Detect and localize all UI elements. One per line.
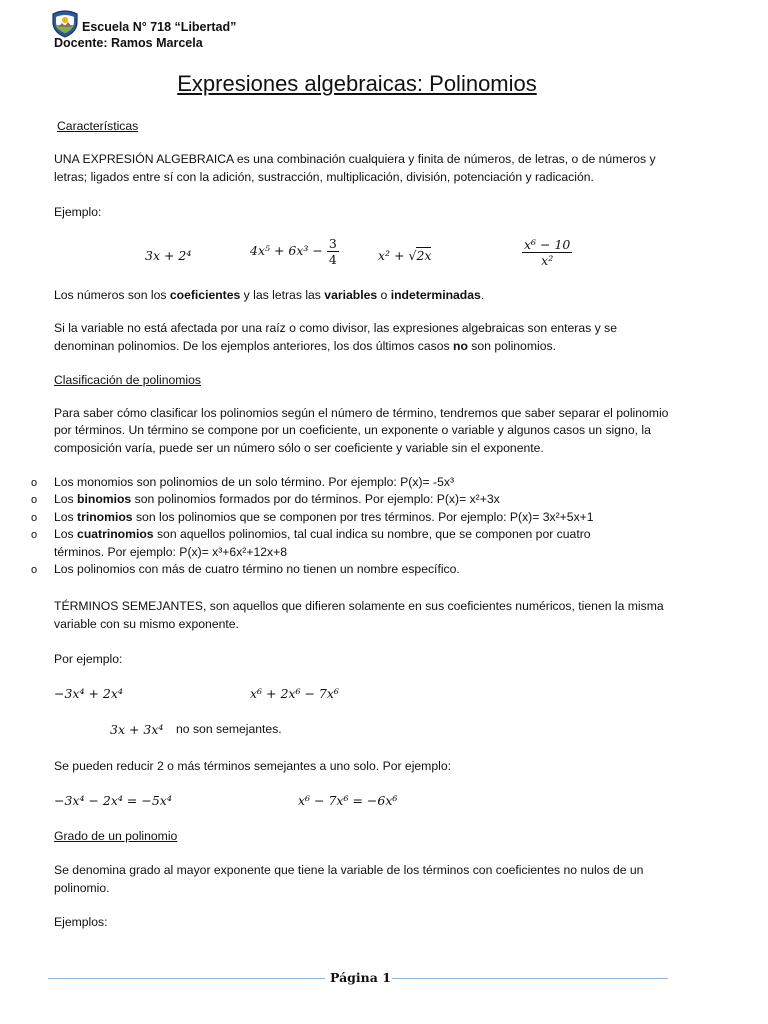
coefficients-paragraph bbox=[54, 287, 674, 305]
example-label: Ejemplo: bbox=[54, 205, 102, 219]
reduction-expression-2: x⁶ − 7x⁶ = −6x⁶ bbox=[298, 793, 398, 808]
example-expression-2 bbox=[250, 236, 339, 267]
non-similar-expression: 3x + 3x⁴ bbox=[110, 722, 164, 737]
text: son polinomios. bbox=[467, 338, 556, 353]
list-item-monomios bbox=[54, 474, 674, 492]
example-expression-4 bbox=[522, 237, 572, 268]
similar-terms-paragraph: TÉRMINOS SEMEJANTES, son aquellos que difieren solamente en sus coeficientes numéricos, tienen la misma variable con su mismo exponente. bbox=[54, 599, 664, 631]
bullet-icon: o bbox=[31, 477, 38, 489]
section-heading-clasificacion: Clasificación de polinomios bbox=[54, 373, 201, 387]
page-title: Expresiones algebraicas: Polinomios bbox=[177, 71, 537, 96]
classification-intro: Para saber cómo clasificar los polinomios según el número de término, tendremos que saber separar el polinomio por términos. Un término se compone por un coeficiente, un exponente o variable y algunos casos un signo, la composición varía, puede ser un número sólo o ser coeficiente y variable sin el exponente. bbox=[54, 406, 669, 455]
list-item-cuatrinomios bbox=[54, 526, 614, 561]
teacher-name: Docente: Ramos Marcela bbox=[54, 36, 203, 50]
bullet-icon: o bbox=[31, 494, 38, 506]
list-item-otros bbox=[54, 561, 674, 579]
text: o bbox=[377, 288, 391, 302]
section-heading-caracteristicas: Características bbox=[57, 119, 139, 133]
fraction-numerator: 3 bbox=[328, 236, 337, 251]
bold-term: coeficientes bbox=[169, 288, 241, 302]
text: y las letras las bbox=[240, 288, 325, 302]
section-heading-grado: Grado de un polinomio bbox=[54, 829, 178, 843]
reduce-paragraph: Se pueden reducir 2 o más términos semejantes a uno solo. Por ejemplo: bbox=[54, 759, 451, 773]
bullet-icon: o bbox=[31, 529, 38, 541]
definition-paragraph: UNA EXPRESIÓN ALGEBRAICA es una combinación cualquiera y finita de números, de letras, o de números y letras; ligados entre sí con la adición, sustracción, multiplicación, división, potenciación y radicación. bbox=[54, 152, 656, 184]
bullet-icon: o bbox=[31, 512, 38, 524]
list-item-binomios bbox=[54, 491, 674, 509]
fraction-denominator: 4 bbox=[328, 252, 337, 267]
text: Los polinomios con más de cuatro término no tienen un nombre específico. bbox=[54, 562, 460, 576]
similar-expression-2: x⁶ + 2x⁶ − 7x⁶ bbox=[250, 686, 339, 701]
non-similar-text: no son semejantes. bbox=[176, 722, 282, 736]
bold-term: no bbox=[453, 338, 468, 353]
text: son aquellos polinomios, tal cual indica su nombre, que se componen por cuatro términos. Por ejemplo: P(x)= x³+6x²+12x+8 bbox=[54, 527, 591, 559]
example-expression-3-terms: x² + √ bbox=[378, 248, 417, 263]
school-logo bbox=[50, 8, 80, 38]
text: . bbox=[480, 288, 485, 302]
bold-term: indeterminadas bbox=[390, 288, 481, 302]
footer-divider-right bbox=[392, 978, 668, 979]
fraction bbox=[522, 237, 572, 268]
bold-term: cuatrinomios bbox=[77, 527, 154, 541]
text: Si la variable no está afectada por una raíz o como divisor, las expresiones algebraicas son enteras y se denominan polinomios. De los ejemplos anteriores, los dos últimos casos bbox=[54, 321, 617, 353]
text: son polinomios formados por do términos. Por ejemplo: P(x)= x²+3x bbox=[131, 492, 500, 506]
fraction bbox=[327, 236, 339, 267]
bold-term: binomios bbox=[77, 492, 132, 506]
fraction-denominator: x² bbox=[541, 253, 554, 268]
text: Los bbox=[54, 492, 78, 506]
list-item-trinomios bbox=[54, 509, 674, 527]
page-number: Página 1 bbox=[330, 970, 391, 985]
polynomial-paragraph bbox=[54, 320, 674, 355]
text: son los polinomios que se componen por tres términos. Por ejemplo: P(x)= 3x²+5x+1 bbox=[132, 510, 594, 524]
example-expression-3 bbox=[378, 248, 431, 263]
footer-divider-left bbox=[48, 978, 325, 979]
example-label: Por ejemplo: bbox=[54, 652, 123, 666]
bullet-icon: o bbox=[31, 564, 38, 576]
degree-definition: Se denomina grado al mayor exponente que tiene la variable de los términos con coeficientes no nulos de un polinomio. bbox=[54, 863, 644, 895]
fraction-numerator: x⁶ − 10 bbox=[524, 237, 571, 252]
school-logo-icon bbox=[50, 8, 80, 38]
examples-label: Ejemplos: bbox=[54, 915, 108, 929]
bold-term: trinomios bbox=[77, 510, 133, 524]
text: Los bbox=[54, 510, 78, 524]
reduction-expression-1: −3x⁴ − 2x⁴ = −5x⁴ bbox=[54, 793, 172, 808]
bold-term: variables bbox=[324, 288, 378, 302]
radicand: 2x bbox=[416, 248, 432, 263]
example-expression-2-terms: 4x⁵ + 6x³ − bbox=[250, 243, 323, 258]
text: Los bbox=[54, 527, 78, 541]
example-expression-1: 3x + 2⁴ bbox=[145, 248, 192, 263]
school-name: Escuela N° 718 “Libertad” bbox=[82, 20, 237, 34]
text: Los monomios son polinomios de un solo término. Por ejemplo: P(x)= -5x³ bbox=[54, 475, 454, 489]
text: Los números son los bbox=[54, 288, 170, 302]
similar-expression-1: −3x⁴ + 2x⁴ bbox=[54, 686, 123, 701]
